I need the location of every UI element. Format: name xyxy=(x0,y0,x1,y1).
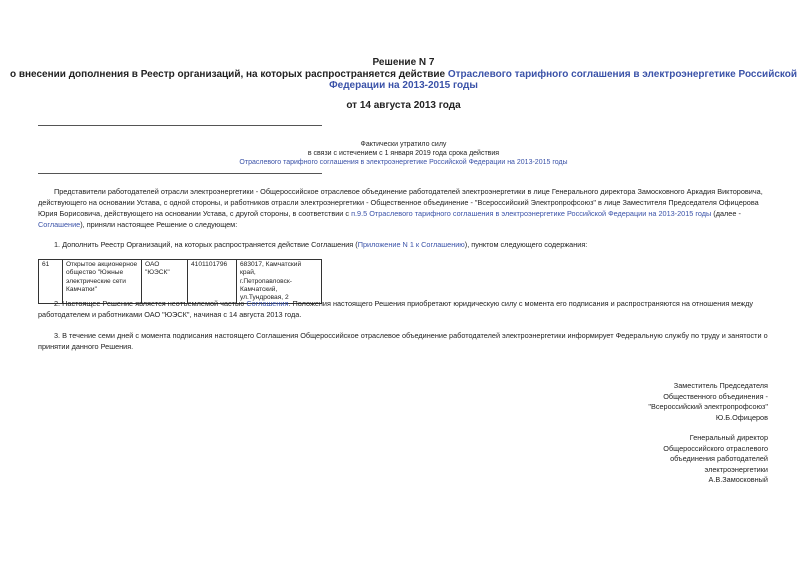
signature-line: "Всероссийский электропрофсоюз" xyxy=(648,402,768,411)
registry-table xyxy=(38,259,322,304)
item-1-tail: ), пунктом следующего содержания: xyxy=(464,240,588,249)
cell-number: 61 xyxy=(39,260,63,304)
item-3-line1: 3. В течение семи дней с момента подписания настоящего Соглашения Общероссийское отраслевое объединение работодателей электроэнергетики информирует Федеральную службу по труду и занятости о xyxy=(54,331,768,340)
item-1 xyxy=(38,240,768,251)
decision-date: от 14 августа 2013 года xyxy=(346,100,461,111)
preamble-line3-text: Юрия Борисовича, действующего на основании Устава, с другой стороны, в соответствии с xyxy=(38,209,352,218)
preamble-line3 xyxy=(38,209,768,220)
signature-line: Заместитель Председателя xyxy=(673,381,768,390)
signature-name: А.В.Замосковный xyxy=(708,475,768,484)
address-line: ул.Тундровая, 2 xyxy=(240,294,289,302)
signature-line: электроэнергетики xyxy=(704,464,768,474)
address-line: Камчатский, xyxy=(240,285,278,293)
preamble-line2: действующего на основании Устава, с одной стороны, и работников отрасли электроэнергетики - Общественное объединение - "Всероссийский Электропрофсоюз" в лице Заместителя Председателя Офицерова xyxy=(38,198,759,207)
cell-inn: 4101101796 xyxy=(188,260,237,304)
agreement-short-link[interactable]: Соглашение xyxy=(38,220,81,229)
org-name-line: Открытое акционерное xyxy=(66,261,138,268)
status-line3[interactable] xyxy=(0,158,807,167)
signature-line: Общероссийского отраслевого xyxy=(663,443,768,453)
preamble-line4 xyxy=(38,220,768,231)
status-line1: Фактически утратило силу xyxy=(360,141,447,148)
agreement-link-item2[interactable]: Соглашения xyxy=(246,299,289,308)
agreement-link-cont[interactable]: Федерации на 2013-2015 годы xyxy=(329,80,478,91)
cell-address xyxy=(237,260,322,304)
cell-short-name: ОАО "ЮЭСК" xyxy=(142,260,188,304)
appendix-1-link[interactable]: Приложение N 1 к Соглашению xyxy=(357,240,465,249)
signature-line: объединения работодателей xyxy=(670,454,768,463)
decision-subject-line1 xyxy=(0,69,807,80)
item-2-text: 2. Настоящее Решение является неотъемлемой частью xyxy=(54,299,247,308)
signature-union xyxy=(568,381,768,423)
subject-text: о внесении дополнения в Реестр организаций, на которых распространяется действие xyxy=(9,69,448,80)
item-1-text: 1. Дополнить Реестр Организаций, на которых распространяется действие Соглашения ( xyxy=(54,240,358,249)
signature-name: Ю.Б.Офицеров xyxy=(715,412,768,422)
item-2-tail: . Положения настоящего Решения приобретают юридическую силу с момента его подписания и распространяются на отношения между xyxy=(288,299,754,308)
org-name-line: электрические сети xyxy=(66,277,126,285)
item-2-line2: работодателем и работниками ОАО "ЮЭСК", начиная с 14 августа 2013 года. xyxy=(38,310,302,319)
org-name-line: общество "Южные xyxy=(66,269,124,277)
signature-line: Общественного объединения - xyxy=(663,391,768,401)
preamble-line3-tail: (далее - xyxy=(711,209,741,218)
clause-9-5-link[interactable]: п.9.5 Отраслевого тарифного соглашения в электроэнергетике Российской Федерации на 2013-2015 годы xyxy=(351,209,712,218)
preamble-line1: Представители работодателей отрасли электроэнергетики - Общероссийское отраслевое объединение работодателей электроэнергетики в лице Генерального директора Замосковного Аркадия Викторовича, xyxy=(54,187,763,196)
cell-org-name xyxy=(63,260,142,304)
divider-top xyxy=(38,125,322,126)
status-line2: в связи с истечением с 1 января 2019 года срока действия xyxy=(307,150,500,157)
signature-line: Генеральный директор xyxy=(689,433,768,442)
signature-employers xyxy=(568,433,768,486)
org-name-line: Камчатки" xyxy=(66,285,97,293)
divider-bottom xyxy=(38,173,322,174)
address-line: г.Петропавловск- xyxy=(240,277,292,285)
item-2-line1 xyxy=(38,299,768,310)
decision-subject-line2 xyxy=(0,80,807,91)
table-row xyxy=(39,260,322,304)
decision-title: Решение N 7 xyxy=(372,57,435,68)
agreement-link[interactable]: Отраслевого тарифного соглашения в электроэнергетике Российской xyxy=(447,69,798,80)
item-3-line2: принятии данного Решения. xyxy=(38,342,134,351)
address-line: 683017, Камчатский край, xyxy=(240,261,302,277)
preamble-line4-text: ), приняли настоящее Решение о следующем: xyxy=(80,220,238,229)
status-agreement-link[interactable]: Отраслевого тарифного соглашения в электроэнергетике Российской Федерации на 2013-2015 годы xyxy=(239,159,568,166)
